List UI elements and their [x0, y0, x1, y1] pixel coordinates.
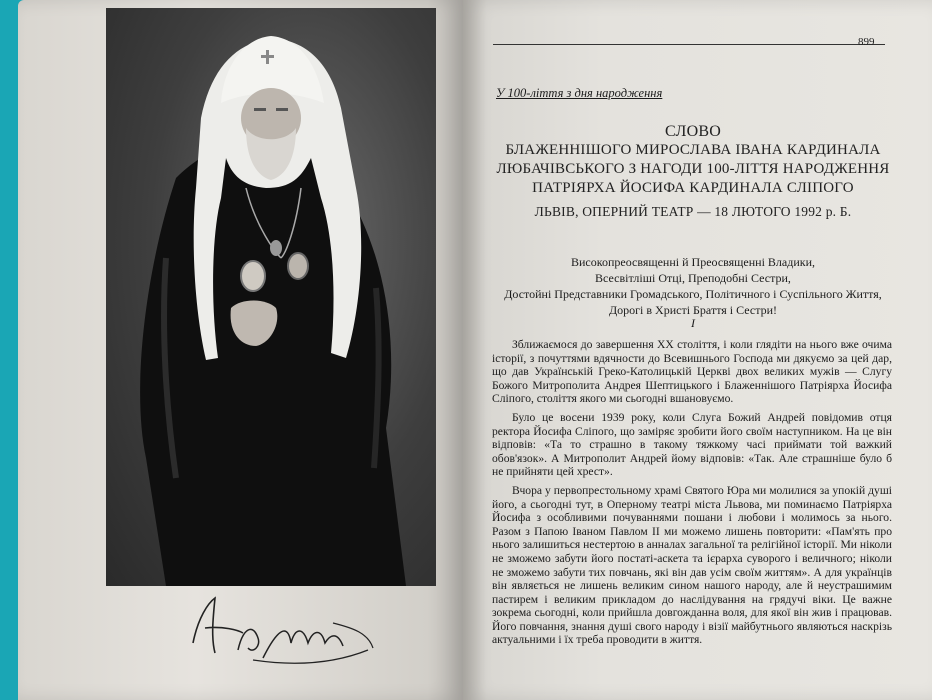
greeting-line: Достойні Представники Громадського, Політичного і Суспільного Життя, [504, 287, 882, 301]
title-line: ПАТРІЯРХА ЙОСИФА КАРДИНАЛА СЛІПОГО [532, 180, 854, 196]
body-text [492, 338, 892, 652]
left-page [18, 0, 463, 700]
title-line: СЛОВО [665, 123, 721, 140]
greeting [483, 254, 903, 318]
page-number: 899 [858, 36, 875, 48]
greeting-line: Дорогі в Христі Браття і Сестри! [608, 303, 778, 317]
paragraph: Було це восени 1939 року, коли Слуга Божий Андрей повідомив отця ректора Йосифа Сліпого, що заміряє зробити його своїм наступником. На це він відповів: «Та то страшно в такому тяжкому часі приймати той важкий обов'язок». А Митрополит Андрей йому відповів: «Так. Але страшніше було б не прийняти цей хрест». [492, 410, 892, 479]
title-line: ЛЮБАЧІВСЬКОГО З НАГОДИ 100-ЛІТТЯ НАРОДЖЕННЯ [496, 161, 890, 177]
signature-illustration [183, 588, 383, 668]
title-line: БЛАЖЕННІШОГО МИРОСЛАВА ІВАНА КАРДИНАЛА [505, 142, 881, 158]
article-title [483, 122, 903, 221]
portrait-photo [106, 8, 436, 586]
paragraph: Вчора у первопрестольному храмі Святого Юра ми молилися за упокій душі його, а сьогодні тут, в Оперному театрі міста Львова, ми поминаємо Патріярха Йосифа з особливими почуваннями пошани і любови і молимось за нього. Разом з Папою Іваном Павлом II ми можемо лишень повторити: «Пам'ять про нього залишиться нестертою в анналах загальної та релігійної історії. Ми ніколи не зможемо забути його постаті-аскета та ієрарха суворого і величного; ніколи не зможемо забути тих повчань, які він дав усім своїм життям». А для українців він являється не лишень великим сином нашого народу, але й неустрашимим пастирем і великим прикладом до наслідування на грядучі віки. Це важне зокрема сьогодні, коли прийшла довгожданна воля, для якої він жив і працював. Його повчання, знання душі свого народу і візії майбутнього являються наскрізь актуальними і їх треба проводити в життя. [492, 483, 892, 647]
signature [183, 588, 383, 668]
title-line: ЛЬВІВ, ОПЕРНИЙ ТЕАТР — 18 ЛЮТОГО 1992 р. Б. [534, 204, 852, 219]
header-rule [493, 44, 885, 45]
section-number: I [691, 316, 695, 330]
portrait-illustration [106, 8, 436, 586]
paragraph: Зближаємося до завершення XX століття, і коли глядіти на нього вже очима історії, з почуттями вдячности до Всевишнього Господа ми дякуємо за цей дар, що дав Українській Греко-Католицькій Церкві двох великих мужів — Слугу Божого Митрополита Андрея Шептицького і Блаженнішого Патріярха Йосифа Сліпого, століття якого ми сьогодні вшановуємо. [492, 338, 892, 406]
greeting-line: Високопреосвященні й Преосвященні Владики, [570, 255, 816, 269]
right-page [463, 0, 932, 700]
book-spread [8, 0, 932, 700]
greeting-line: Всесвітліші Отці, Преподобні Сестри, [595, 271, 791, 285]
section-kicker: У 100-ліття з дня народження [496, 86, 663, 100]
